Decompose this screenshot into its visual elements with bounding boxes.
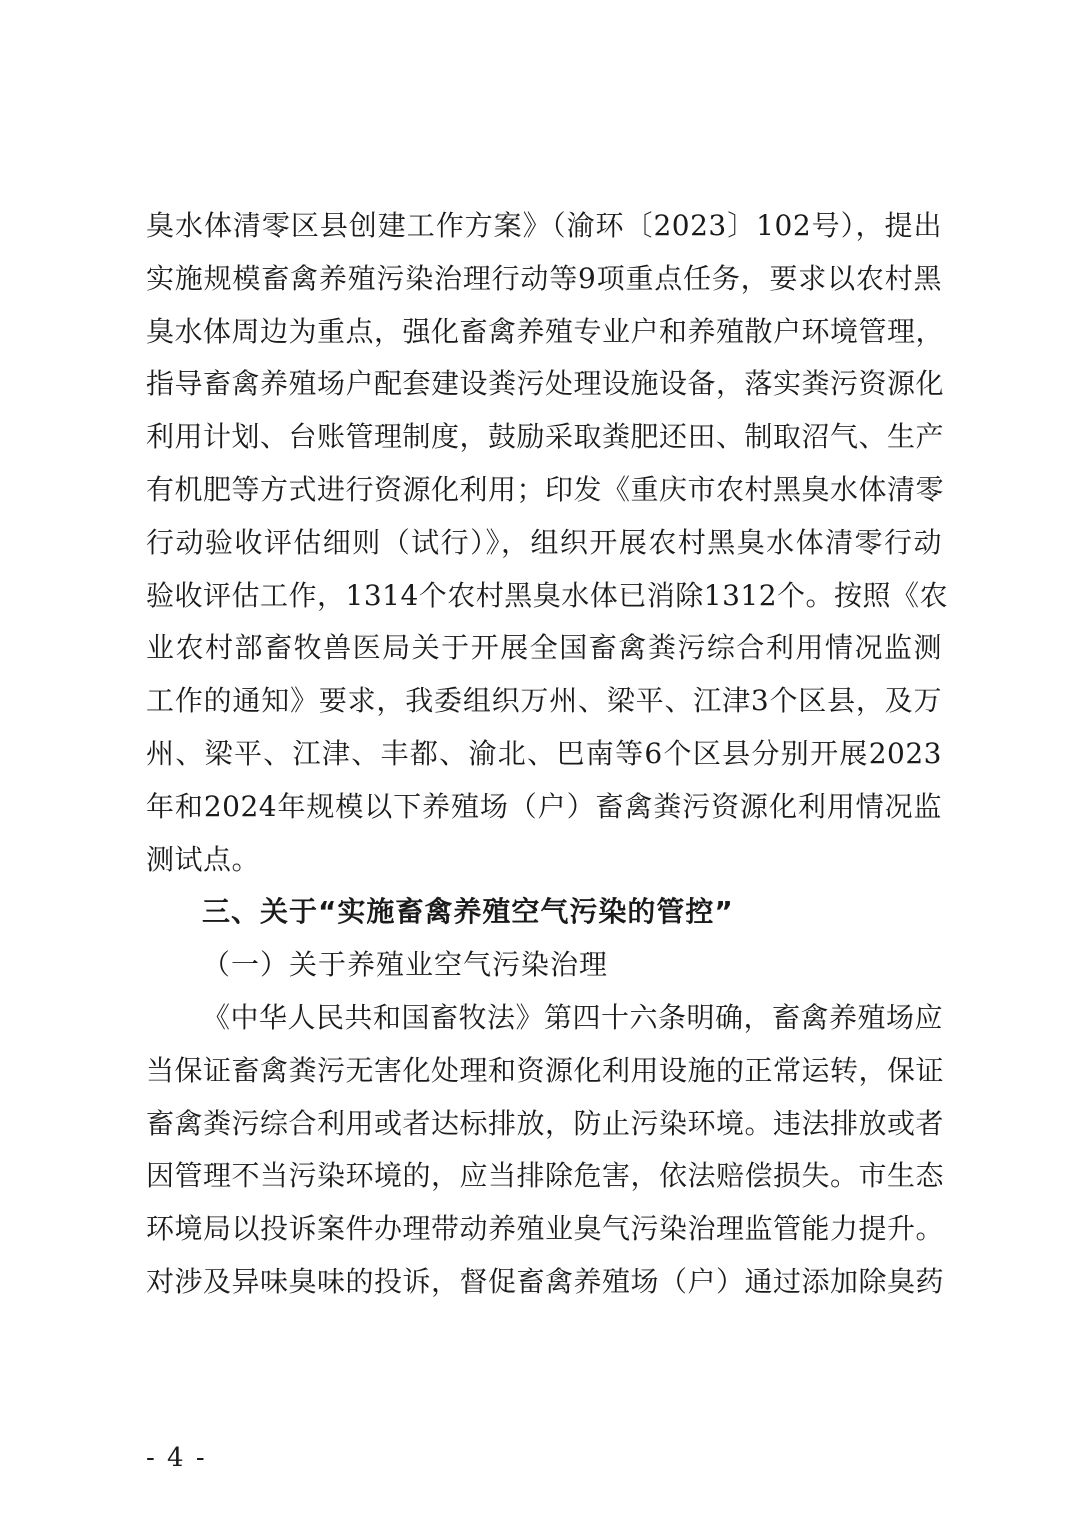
subsection-heading: （一）关于养殖业空气污染治理 bbox=[202, 948, 609, 982]
text-line: 州、梁平、江津、丰都、渝北、巴南等6个区县分别开展2023 bbox=[146, 736, 942, 770]
text-line: 年和2024年规模以下养殖场（户）畜禽粪污资源化利用情况监 bbox=[146, 789, 942, 823]
text-line: 《中华人民共和国畜牧法》第四十六条明确，畜禽养殖场应 bbox=[202, 1000, 944, 1034]
text-line: 臭水体清零区县创建工作方案》（渝环〔2023〕102号），提出 bbox=[146, 209, 942, 242]
paragraph-continuation bbox=[146, 200, 949, 886]
text-line: 验收评估工作，1314个农村黑臭水体已消除1312个。按照《农 bbox=[146, 578, 949, 612]
text-line: 环境局以投诉案件办理带动养殖业臭气污染治理监管能力提升。 bbox=[146, 1212, 945, 1246]
text-line: 实施规模畜禽养殖污染治理行动等9项重点任务，要求以农村黑 bbox=[146, 261, 942, 295]
text-line: 行动验收评估细则（试行）》，组织开展农村黑臭水体清零行动 bbox=[146, 525, 942, 559]
text-line: 有机肥等方式进行资源化利用；印发《重庆市农村黑臭水体清零 bbox=[146, 472, 945, 506]
text-line: 臭水体周边为重点，强化畜禽养殖专业户和养殖散户环境管理， bbox=[146, 314, 945, 348]
text-line: 因管理不当污染环境的，应当排除危害，依法赔偿损失。市生态 bbox=[146, 1159, 945, 1193]
text-line: 工作的通知》要求，我委组织万州、梁平、江津3个区县，及万 bbox=[146, 684, 942, 718]
text-line: 对涉及异味臭味的投诉，督促畜禽养殖场（户）通过添加除臭药 bbox=[146, 1264, 945, 1298]
section-heading: 三、关于“实施畜禽养殖空气污染的管控” bbox=[202, 895, 734, 929]
document-body bbox=[146, 200, 949, 1309]
text-line: 当保证畜禽粪污无害化处理和资源化利用设施的正常运转，保证 bbox=[146, 1053, 945, 1087]
text-line: 利用计划、台账管理制度，鼓励采取粪肥还田、制取沼气、生产 bbox=[146, 420, 945, 454]
text-line: 测试点。 bbox=[146, 842, 261, 876]
page-number: - 4 - bbox=[146, 1443, 207, 1473]
text-line: 业农村部畜牧兽医局关于开展全国畜禽粪污综合利用情况监测 bbox=[146, 631, 942, 665]
text-line: 指导畜禽养殖场户配套建设粪污处理设施设备，落实粪污资源化 bbox=[146, 367, 945, 401]
paragraph-law bbox=[146, 992, 945, 1309]
text-line: 畜禽粪污综合利用或者达标排放，防止污染环境。违法排放或者 bbox=[146, 1106, 945, 1140]
